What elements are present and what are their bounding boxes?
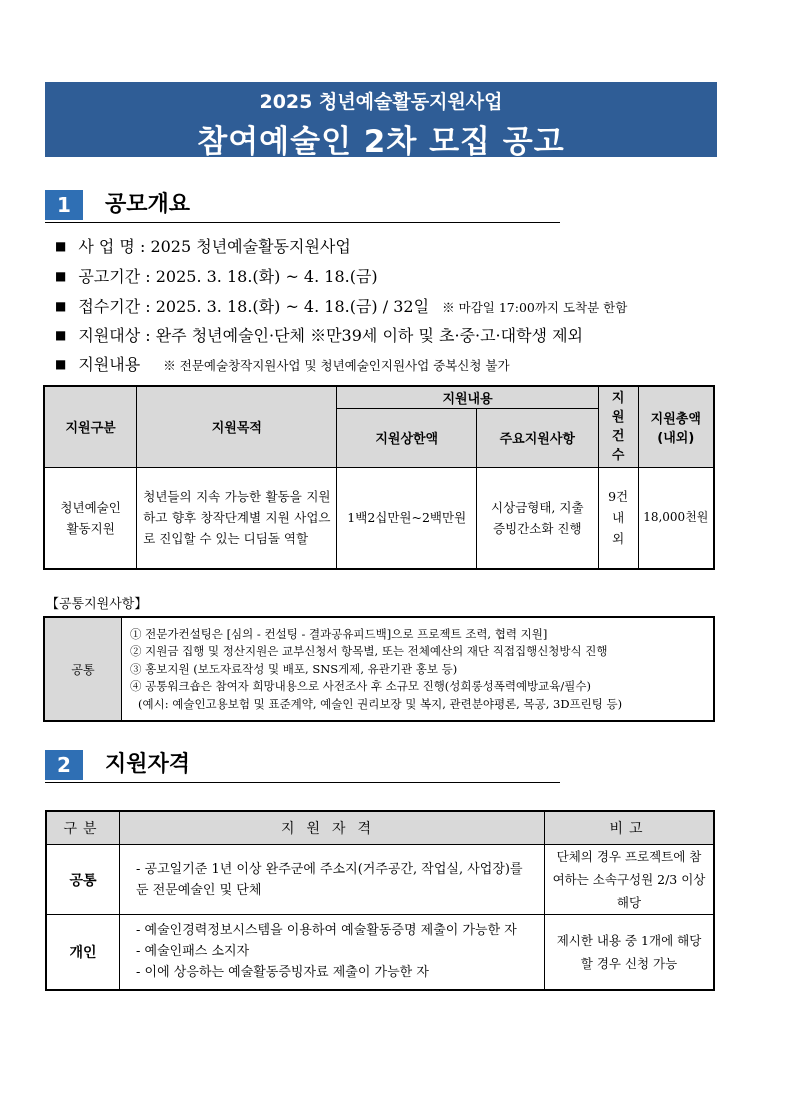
section-2-number: 2 bbox=[45, 750, 83, 780]
announcement-banner bbox=[45, 82, 717, 160]
bullet-announcement-period: ■ 공고기간 : 2025. 3. 18.(화) ~ 4. 18.(금) bbox=[55, 267, 378, 286]
square-bullet-icon: ■ bbox=[55, 328, 67, 342]
square-bullet-icon: ■ bbox=[55, 239, 67, 253]
bullet-project-name: ■ 사 업 명 : 2025 청년예술활동지원사업 bbox=[55, 237, 351, 256]
qualification-item: - 예술인경력정보시스템을 이용하여 예술활동증명 제출이 가능한 자 bbox=[136, 923, 517, 939]
common-support-item: (예시: 예술인고용보험 및 표준계약, 예술인 권리보장 및 복지, 관련분야평론, 목공, 3D프린팅 등) bbox=[138, 696, 623, 711]
row-note-individual: 제시한 내용 중 1개에 해당할 경우 신청 가능 bbox=[545, 915, 715, 990]
bullet-eligibility: ■ 지원대상 : 완주 청년예술인·단체 ※만39세 이하 및 초·중·고·대학생 제외 bbox=[55, 326, 583, 345]
section-1-heading bbox=[45, 190, 560, 223]
duplicate-note: ※ 전문예술창작지원사업 및 청년예술인지원사업 중복신청 불가 bbox=[163, 358, 510, 373]
row-qual-common bbox=[120, 845, 545, 915]
eligibility-table bbox=[45, 810, 715, 991]
cell-count: 9건 내외 bbox=[598, 467, 638, 569]
bullet-application-period: ■ 접수기간 : 2025. 3. 18.(화) ~ 4. 18.(금) / 32일 ※ 마감일 17:00까지 도착분 한함 bbox=[55, 297, 628, 316]
cell-main-items: 시상금형태, 지출증빙간소화 진행 bbox=[476, 467, 598, 569]
cell-limit: 1백2십만원~2백만원 bbox=[337, 467, 476, 569]
header-main-items: 주요지원사항 bbox=[476, 408, 598, 467]
deadline-note: ※ 마감일 17:00까지 도착분 한함 bbox=[442, 300, 628, 315]
row-kind-common: 공통 bbox=[46, 845, 120, 915]
header-category: 지원구분 bbox=[44, 386, 137, 467]
cell-category: 청년예술인 활동지원 bbox=[44, 467, 137, 569]
common-support-table bbox=[43, 616, 715, 722]
qualification-item: - 예술인패스 소지자 bbox=[136, 944, 250, 960]
common-support-label: 공통 bbox=[44, 617, 122, 721]
header-content: 지원내용 bbox=[337, 386, 598, 408]
common-support-items bbox=[122, 617, 715, 721]
row-qual-individual bbox=[120, 915, 545, 990]
row-note-common: 단체의 경우 프로젝트에 참여하는 소속구성원 2/3 이상 해당 bbox=[545, 845, 715, 915]
header-qualification: 지원자격 bbox=[120, 811, 545, 845]
header-total: 지원총액(내외) bbox=[638, 386, 714, 467]
header-kind: 구분 bbox=[46, 811, 120, 845]
square-bullet-icon: ■ bbox=[55, 299, 67, 313]
qualification-item: - 공고일기준 1년 이상 완주군에 주소지(거주공간, 작업실, 사업장)를 둔 전문예술인 및 단체 bbox=[136, 861, 523, 898]
section-1-number: 1 bbox=[45, 190, 83, 220]
common-support-heading: 【공통지원사항】 bbox=[46, 597, 148, 612]
common-support-item: ③ 홍보지원 (보도자료작성 및 배포, SNS게제, 유관기관 홍보 등) bbox=[130, 661, 458, 676]
row-kind-individual: 개인 bbox=[46, 915, 120, 990]
cell-total: 18,000천원 bbox=[638, 467, 714, 569]
header-limit: 지원상한액 bbox=[337, 408, 476, 467]
header-purpose: 지원목적 bbox=[137, 386, 337, 467]
common-support-item: ④ 공통워크숍은 참여자 희망내용으로 사전조사 후 소규모 진행(성희롱성폭력예방교육/필수) bbox=[130, 679, 591, 694]
common-support-item: ② 지원금 집행 및 정산지원은 교부신청서 항목별, 또는 전체예산의 재단 직접집행신청방식 진행 bbox=[130, 644, 608, 659]
cell-purpose: 청년들의 지속 가능한 활동을 지원하고 향후 창작단계별 지원 사업으로 진입할 수 있는 디딤돌 역할 bbox=[137, 467, 337, 569]
banner-subtitle: 2025 청년예술활동지원사업 bbox=[259, 91, 503, 113]
bullet-support-content: ■ 지원내용 ※ 전문예술창작지원사업 및 청년예술인지원사업 중복신청 불가 bbox=[55, 355, 510, 374]
qualification-item: - 이에 상응하는 예술활동증빙자료 제출이 가능한 자 bbox=[136, 965, 429, 981]
section-2-heading bbox=[45, 750, 560, 783]
banner-title: 참여예술인 2차 모집 공고 bbox=[197, 124, 565, 160]
common-support-item: ① 전문가컨설팅은 [심의 - 컨설팅 - 결과공유피드백]으로 프로젝트 조력, 협력 지원] bbox=[130, 626, 548, 641]
support-table bbox=[43, 385, 715, 570]
section-2-title: 지원자격 bbox=[105, 752, 191, 777]
section-1-title: 공모개요 bbox=[105, 192, 191, 217]
header-note: 비고 bbox=[545, 811, 715, 845]
header-count: 지원건수 bbox=[598, 386, 638, 467]
square-bullet-icon: ■ bbox=[55, 269, 67, 283]
square-bullet-icon: ■ bbox=[55, 357, 67, 371]
